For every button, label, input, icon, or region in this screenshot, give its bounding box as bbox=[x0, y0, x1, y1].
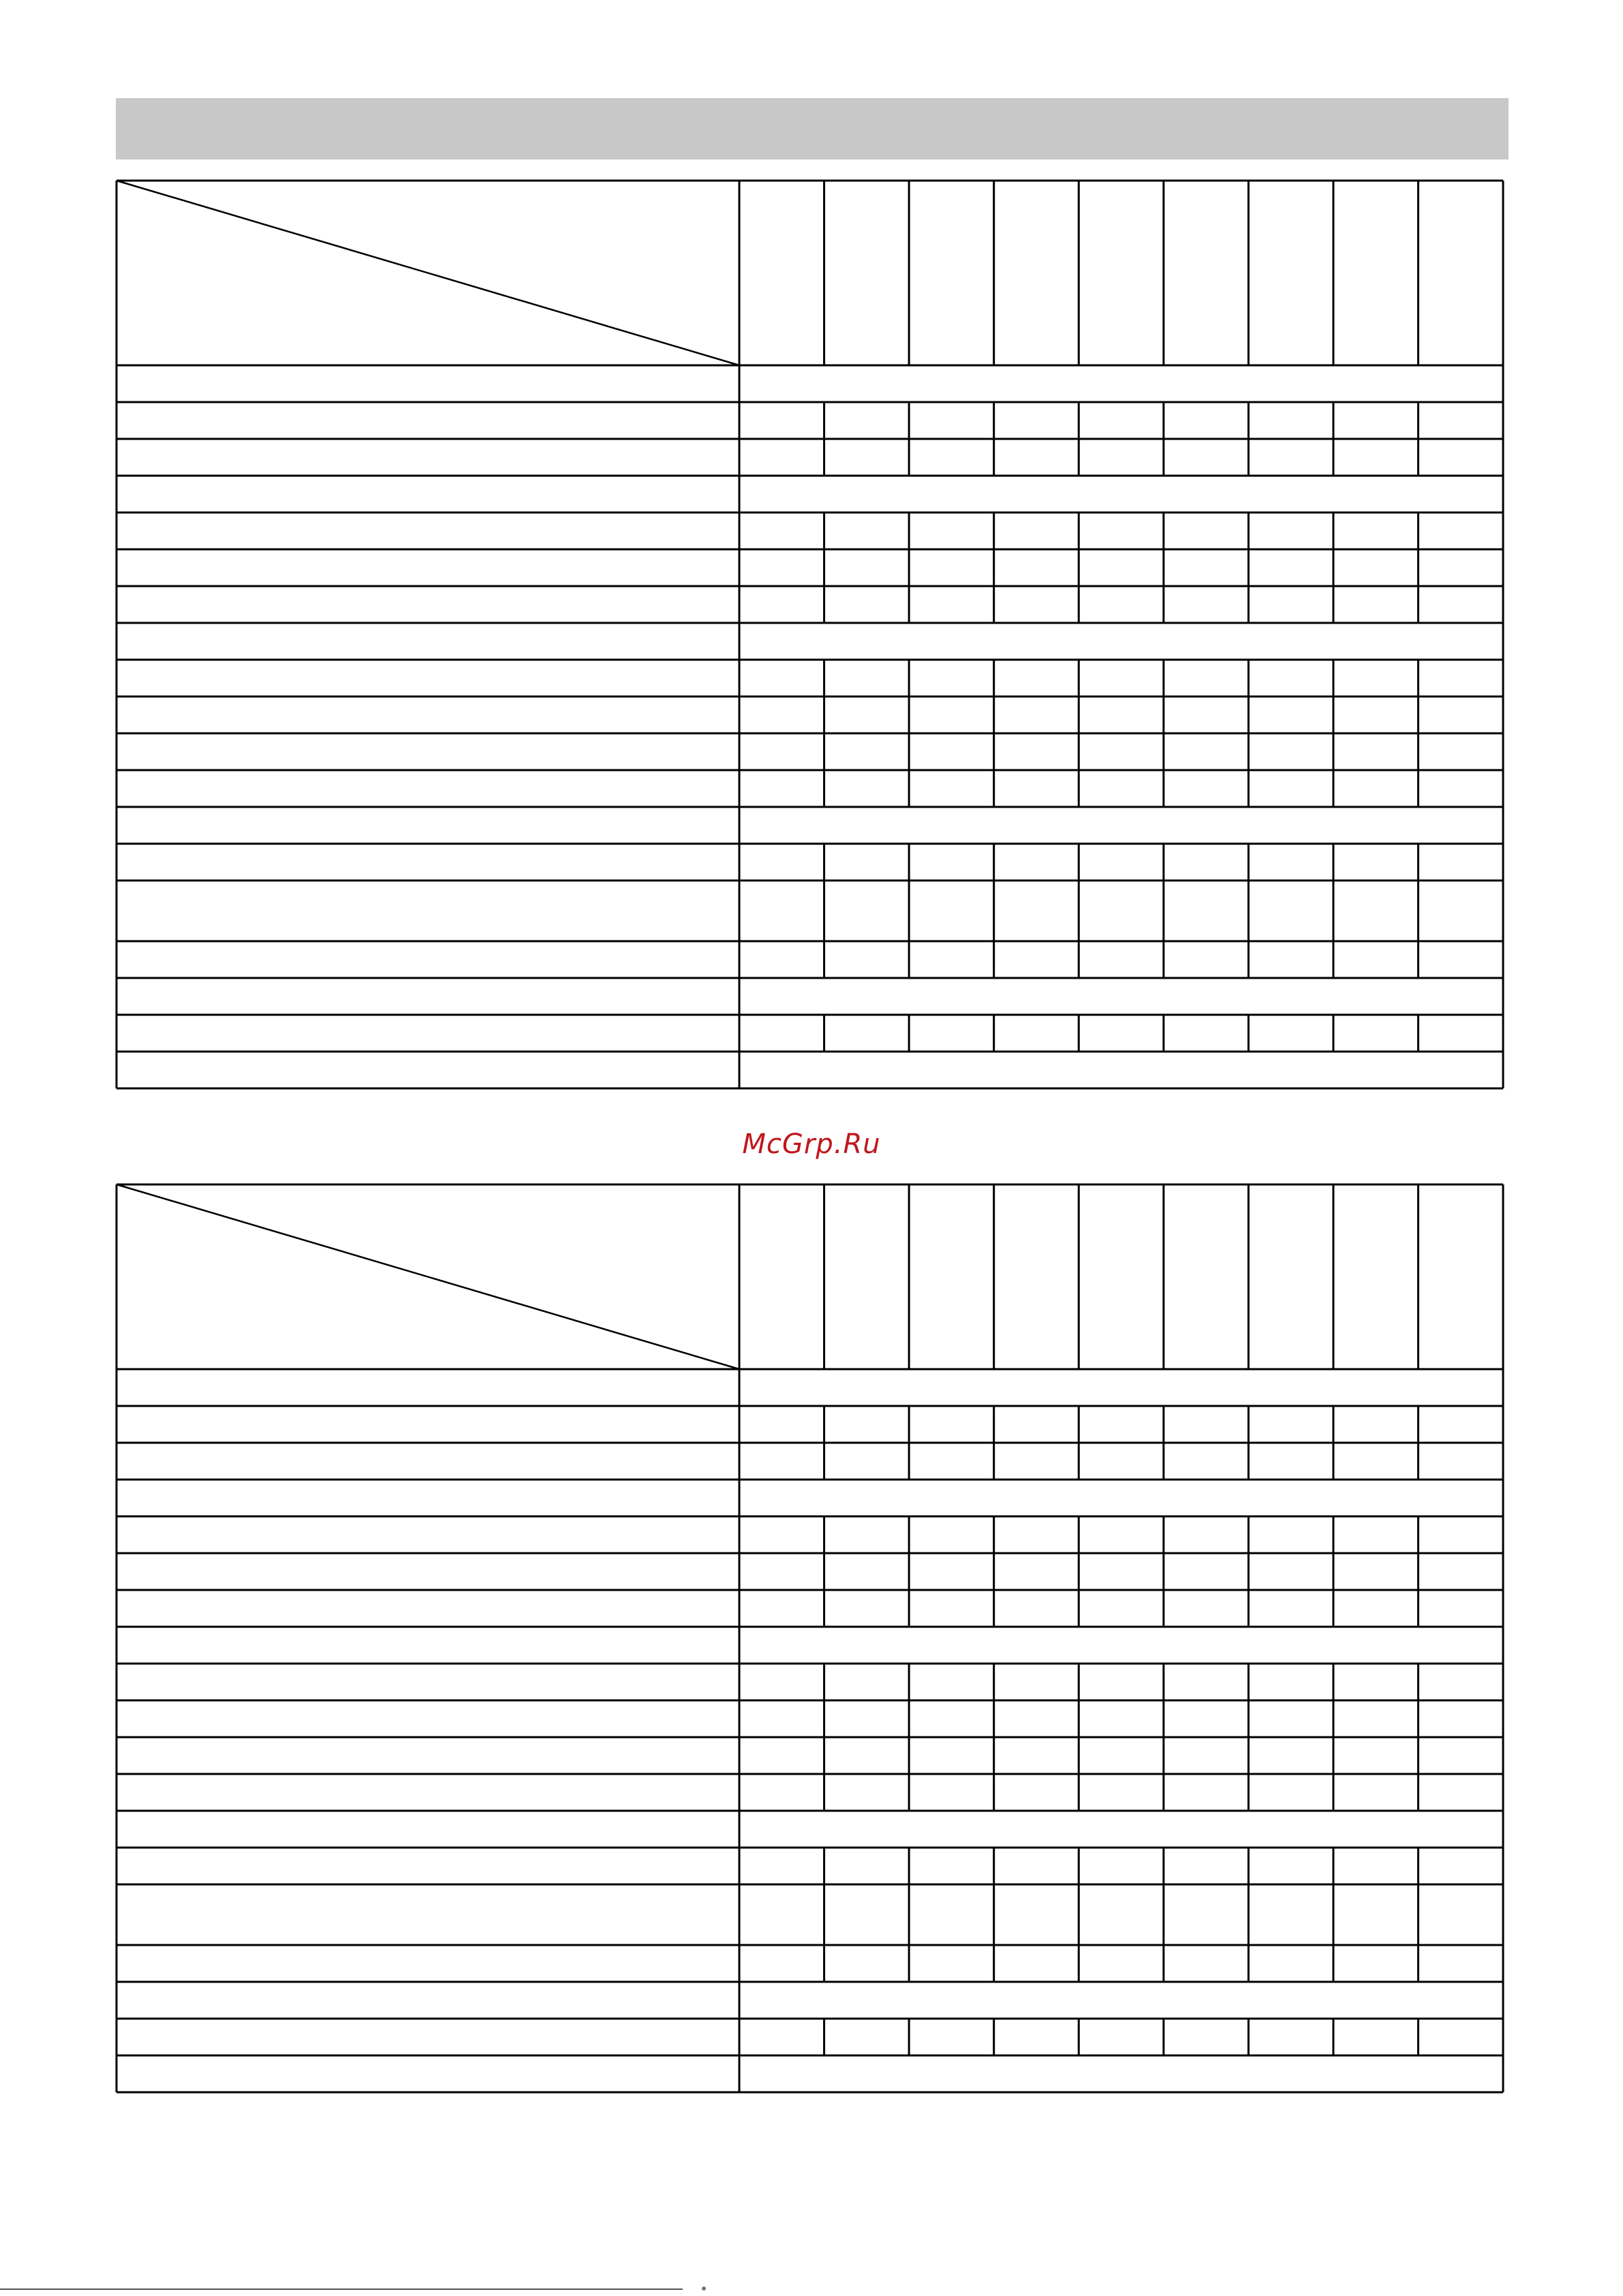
table-1-header-diagonal bbox=[117, 181, 739, 365]
watermark-text: McGrp.Ru bbox=[742, 1129, 881, 1160]
table-2-header-diagonal bbox=[117, 1184, 739, 1369]
footer-rule bbox=[0, 2289, 683, 2290]
footer-mark bbox=[702, 2286, 706, 2291]
